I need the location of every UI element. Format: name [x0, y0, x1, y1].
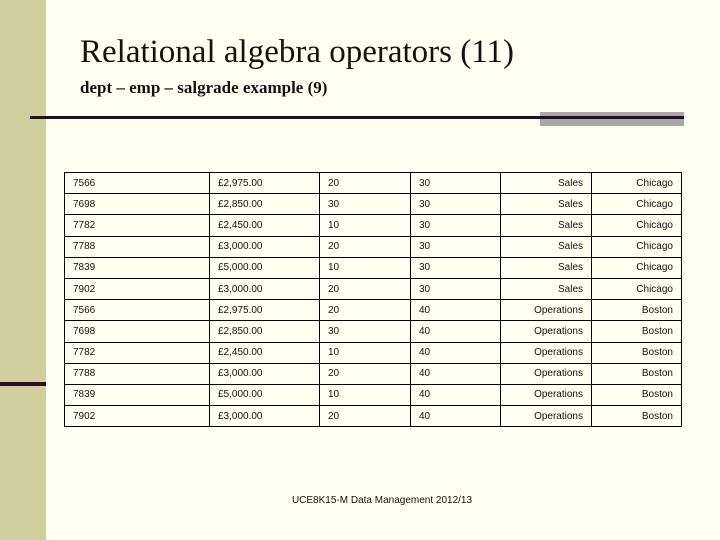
location-cell: Boston: [592, 363, 682, 384]
dept-name-cell: Operations: [501, 406, 592, 427]
table-row: [65, 194, 682, 215]
emp-id-cell: 7566: [65, 300, 210, 321]
table-row: [65, 363, 682, 384]
grade-cell: 10: [320, 342, 411, 363]
dept-name-cell: Sales: [501, 278, 592, 299]
slide-title: Relational algebra operators (11): [80, 34, 515, 70]
left-decorative-bar: [0, 0, 46, 540]
dept-no-cell: 30: [411, 215, 501, 236]
emp-id-cell: 7782: [65, 215, 210, 236]
table-row: [65, 173, 682, 194]
salary-cell: £2,850.00: [210, 194, 320, 215]
dept-no-cell: 30: [411, 194, 501, 215]
table-row: [65, 236, 682, 257]
dept-name-cell: Operations: [501, 321, 592, 342]
table-row: [65, 278, 682, 299]
grade-cell: 10: [320, 384, 411, 405]
grade-cell: 20: [320, 236, 411, 257]
location-cell: Boston: [592, 406, 682, 427]
location-cell: Chicago: [592, 215, 682, 236]
salary-cell: £2,975.00: [210, 300, 320, 321]
dept-no-cell: 40: [411, 342, 501, 363]
location-cell: Boston: [592, 342, 682, 363]
emp-id-cell: 7782: [65, 342, 210, 363]
slide-footer: [0, 495, 720, 506]
salary-cell: £2,450.00: [210, 342, 320, 363]
table-row: [65, 257, 682, 278]
salary-cell: £2,975.00: [210, 173, 320, 194]
dept-name-cell: Operations: [501, 342, 592, 363]
location-cell: Boston: [592, 321, 682, 342]
slide-subtitle: dept – emp – salgrade example (9): [80, 78, 328, 97]
salary-cell: £5,000.00: [210, 384, 320, 405]
dept-no-cell: 40: [411, 363, 501, 384]
dept-no-cell: 30: [411, 236, 501, 257]
emp-id-cell: 7698: [65, 194, 210, 215]
emp-id-cell: 7902: [65, 278, 210, 299]
grade-cell: 20: [320, 363, 411, 384]
salary-cell: £3,000.00: [210, 236, 320, 257]
grade-cell: 30: [320, 194, 411, 215]
dept-name-cell: Sales: [501, 194, 592, 215]
grade-cell: 10: [320, 257, 411, 278]
emp-id-cell: 7839: [65, 384, 210, 405]
result-table: [64, 172, 682, 427]
result-table-body: [65, 173, 682, 427]
dept-no-cell: 30: [411, 278, 501, 299]
salary-cell: £2,450.00: [210, 215, 320, 236]
table-row: [65, 215, 682, 236]
emp-id-cell: 7788: [65, 236, 210, 257]
emp-id-cell: 7839: [65, 257, 210, 278]
table-row: [65, 406, 682, 427]
grade-cell: 20: [320, 300, 411, 321]
location-cell: Chicago: [592, 194, 682, 215]
grade-cell: 10: [320, 215, 411, 236]
location-cell: Chicago: [592, 257, 682, 278]
divider-block-line: [540, 116, 684, 119]
dept-no-cell: 40: [411, 321, 501, 342]
salary-cell: £3,000.00: [210, 363, 320, 384]
grade-cell: 20: [320, 278, 411, 299]
grade-cell: 20: [320, 406, 411, 427]
divider-block: [540, 112, 684, 126]
dept-name-cell: Sales: [501, 173, 592, 194]
dept-no-cell: 40: [411, 384, 501, 405]
table-row: [65, 300, 682, 321]
left-bar-accent: [0, 382, 46, 386]
dept-name-cell: Sales: [501, 257, 592, 278]
location-cell: Chicago: [592, 278, 682, 299]
salary-cell: £3,000.00: [210, 278, 320, 299]
salary-cell: £3,000.00: [210, 406, 320, 427]
location-cell: Chicago: [592, 173, 682, 194]
dept-no-cell: 30: [411, 173, 501, 194]
emp-id-cell: 7902: [65, 406, 210, 427]
table-row: [65, 321, 682, 342]
emp-id-cell: 7698: [65, 321, 210, 342]
title-divider: [30, 116, 540, 119]
location-cell: Chicago: [592, 236, 682, 257]
dept-name-cell: Operations: [501, 300, 592, 321]
table-row: [65, 342, 682, 363]
dept-name-cell: Operations: [501, 363, 592, 384]
salary-cell: £5,000.00: [210, 257, 320, 278]
grade-cell: 30: [320, 321, 411, 342]
table-row: [65, 384, 682, 405]
dept-no-cell: 30: [411, 257, 501, 278]
dept-name-cell: Sales: [501, 236, 592, 257]
location-cell: Boston: [592, 300, 682, 321]
dept-name-cell: Operations: [501, 384, 592, 405]
dept-no-cell: 40: [411, 300, 501, 321]
dept-no-cell: 40: [411, 406, 501, 427]
emp-id-cell: 7566: [65, 173, 210, 194]
footer-text: UCE8K15-M Data Management 2012/13: [291, 495, 473, 506]
grade-cell: 20: [320, 173, 411, 194]
salary-cell: £2,850.00: [210, 321, 320, 342]
location-cell: Boston: [592, 384, 682, 405]
dept-name-cell: Sales: [501, 215, 592, 236]
emp-id-cell: 7788: [65, 363, 210, 384]
